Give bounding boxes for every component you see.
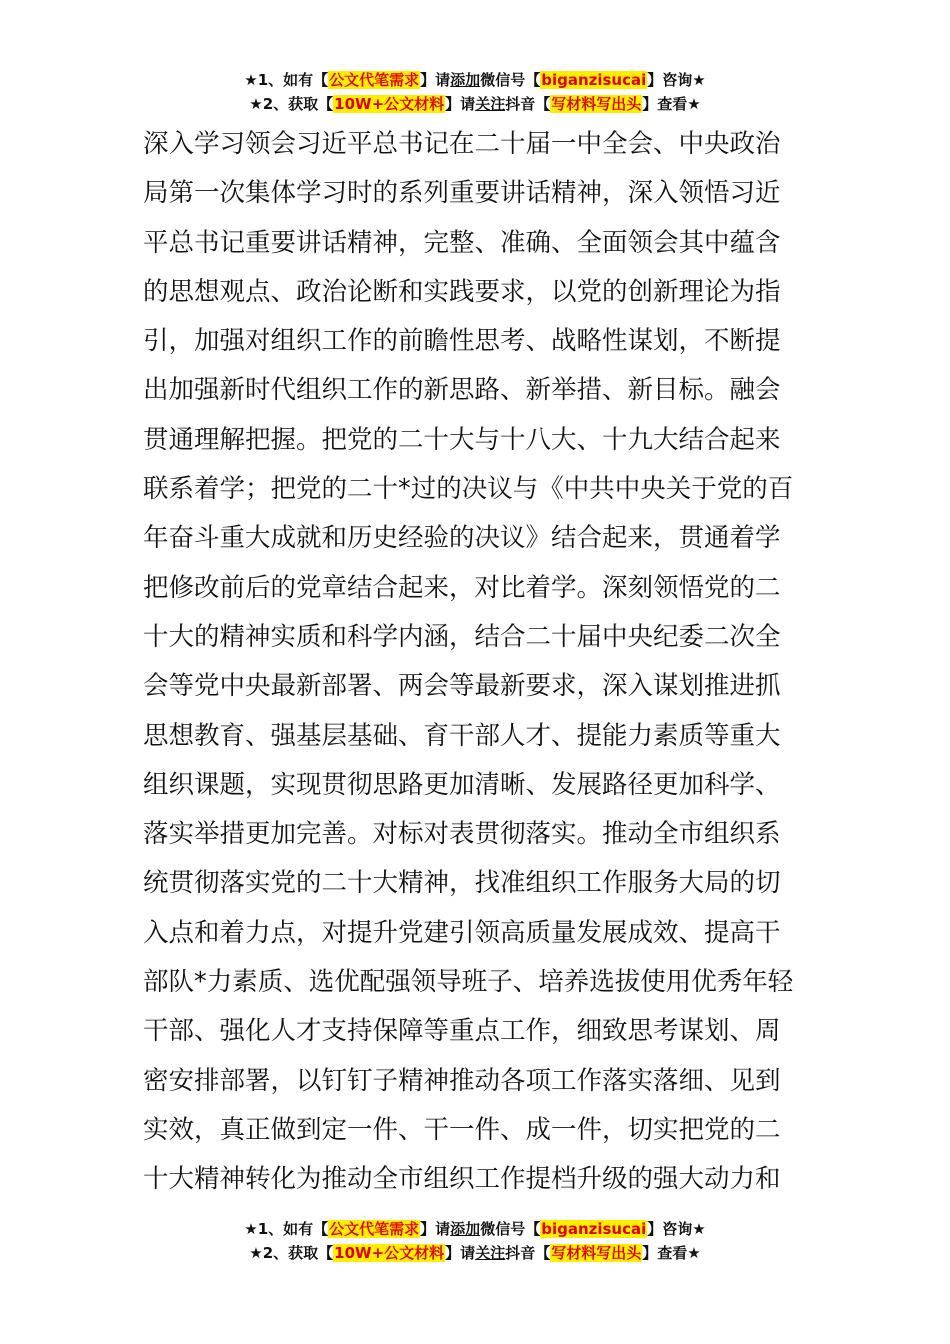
- star-icon: ★: [249, 95, 263, 113]
- promo-text: 2、获取【: [262, 1244, 334, 1262]
- underlined-text: 关注: [475, 95, 506, 113]
- highlight-service: 公文代笔需求: [329, 1220, 420, 1238]
- body-line: 十大精神转化为推动全市组织工作提档升级的强大动力和: [143, 1164, 781, 1195]
- body-line: 落实举措更加完善。对标对表贯彻落实。推动全市组织系: [143, 819, 781, 850]
- body-line: 会等党中央最新部署、两会等最新要求，深入谋划推进抓: [143, 671, 781, 702]
- body-line: 出加强新时代组织工作的新思路、新举措、新目标。融会: [143, 375, 781, 406]
- highlight-douyin: 写材料写出头: [551, 1244, 642, 1262]
- promo-line-1: [0, 68, 950, 92]
- underlined-text: 关注: [475, 1244, 506, 1262]
- body-line: 贯通理解把握。把党的二十大与十八大、十九大结合起来: [143, 424, 781, 455]
- star-icon: ★: [692, 71, 706, 89]
- promo-text: 微信号【: [480, 1220, 541, 1238]
- highlight-wechat-id: biganzisucai: [541, 71, 647, 89]
- promo-line-2: [0, 92, 950, 116]
- body-line: 入点和着力点，对提升党建引领高质量发展成效、提高干: [143, 917, 781, 948]
- body-line: 干部、强化人才支持保障等重点工作，细致思考谋划、周: [143, 1016, 781, 1047]
- body-line: 统贯彻落实党的二十大精神，找准组织工作服务大局的切: [143, 868, 781, 899]
- promo-text: 】查看: [642, 1244, 688, 1262]
- promo-footer: [0, 1217, 950, 1265]
- body-line: 联系着学；把党的二十*过的决议与《中共中央关于党的百: [143, 474, 794, 505]
- promo-text: 】请: [420, 1220, 451, 1238]
- underlined-text: 添加: [450, 1220, 481, 1238]
- document-body: [143, 120, 813, 1205]
- highlight-materials: 10W+公文材料: [334, 1244, 445, 1262]
- promo-text: 抖音【: [505, 1244, 551, 1262]
- promo-text: 】请: [445, 1244, 476, 1262]
- body-line: 密安排部署，以钉钉子精神推动各项工作落实落细、见到: [143, 1065, 781, 1096]
- promo-text: 】请: [445, 95, 476, 113]
- body-line: 组织课题，实现贯彻思路更加清晰、发展路径更加科学、: [143, 769, 781, 800]
- body-line: 年奋斗重大成就和历史经验的决议》结合起来，贯通着学: [143, 523, 781, 554]
- star-icon: ★: [692, 1220, 706, 1238]
- star-icon: ★: [244, 1220, 258, 1238]
- promo-text: 】请: [420, 71, 451, 89]
- star-icon: ★: [687, 95, 701, 113]
- star-icon: ★: [249, 1244, 263, 1262]
- body-line: 十大的精神实质和科学内涵，结合二十届中央纪委二次全: [143, 621, 781, 652]
- promo-text: 1、如有【: [257, 1220, 329, 1238]
- body-line: 局第一次集体学习时的系列重要讲话精神，深入领悟习近: [143, 178, 781, 209]
- promo-text: 2、获取【: [262, 95, 334, 113]
- underlined-text: 添加: [450, 71, 481, 89]
- body-line: 深入学习领会习近平总书记在二十届一中全会、中央政治: [143, 129, 781, 159]
- promo-text: 】查看: [642, 95, 688, 113]
- body-line: 实效，真正做到定一件、干一件、成一件，切实把党的二: [143, 1114, 781, 1145]
- highlight-wechat-id: biganzisucai: [541, 1220, 647, 1238]
- body-line: 部队*力素质、选优配强领导班子、培养选拔使用优秀年轻: [143, 967, 794, 998]
- promo-text: 微信号【: [480, 71, 541, 89]
- promo-text: 】咨询: [647, 1220, 693, 1238]
- highlight-douyin: 写材料写出头: [551, 95, 642, 113]
- promo-text: 1、如有【: [257, 71, 329, 89]
- promo-text: 】咨询: [647, 71, 693, 89]
- body-line: 平总书记重要讲话精神，完整、准确、全面领会其中蕴含: [143, 227, 781, 258]
- star-icon: ★: [687, 1244, 701, 1262]
- body-line: 思想教育、强基层基础、育干部人才、提能力素质等重大: [143, 720, 781, 751]
- highlight-materials: 10W+公文材料: [334, 95, 445, 113]
- promo-header: [0, 68, 950, 116]
- body-line: 的思想观点、政治论断和实践要求，以党的创新理论为指: [143, 276, 781, 307]
- promo-line-2: [0, 1241, 950, 1265]
- highlight-service: 公文代笔需求: [329, 71, 420, 89]
- body-line: 引，加强对组织工作的前瞻性思考、战略性谋划，不断提: [143, 326, 781, 357]
- promo-text: 抖音【: [505, 95, 551, 113]
- star-icon: ★: [244, 71, 258, 89]
- promo-line-1: [0, 1217, 950, 1241]
- body-line: 把修改前后的党章结合起来，对比着学。深刻领悟党的二: [143, 572, 781, 603]
